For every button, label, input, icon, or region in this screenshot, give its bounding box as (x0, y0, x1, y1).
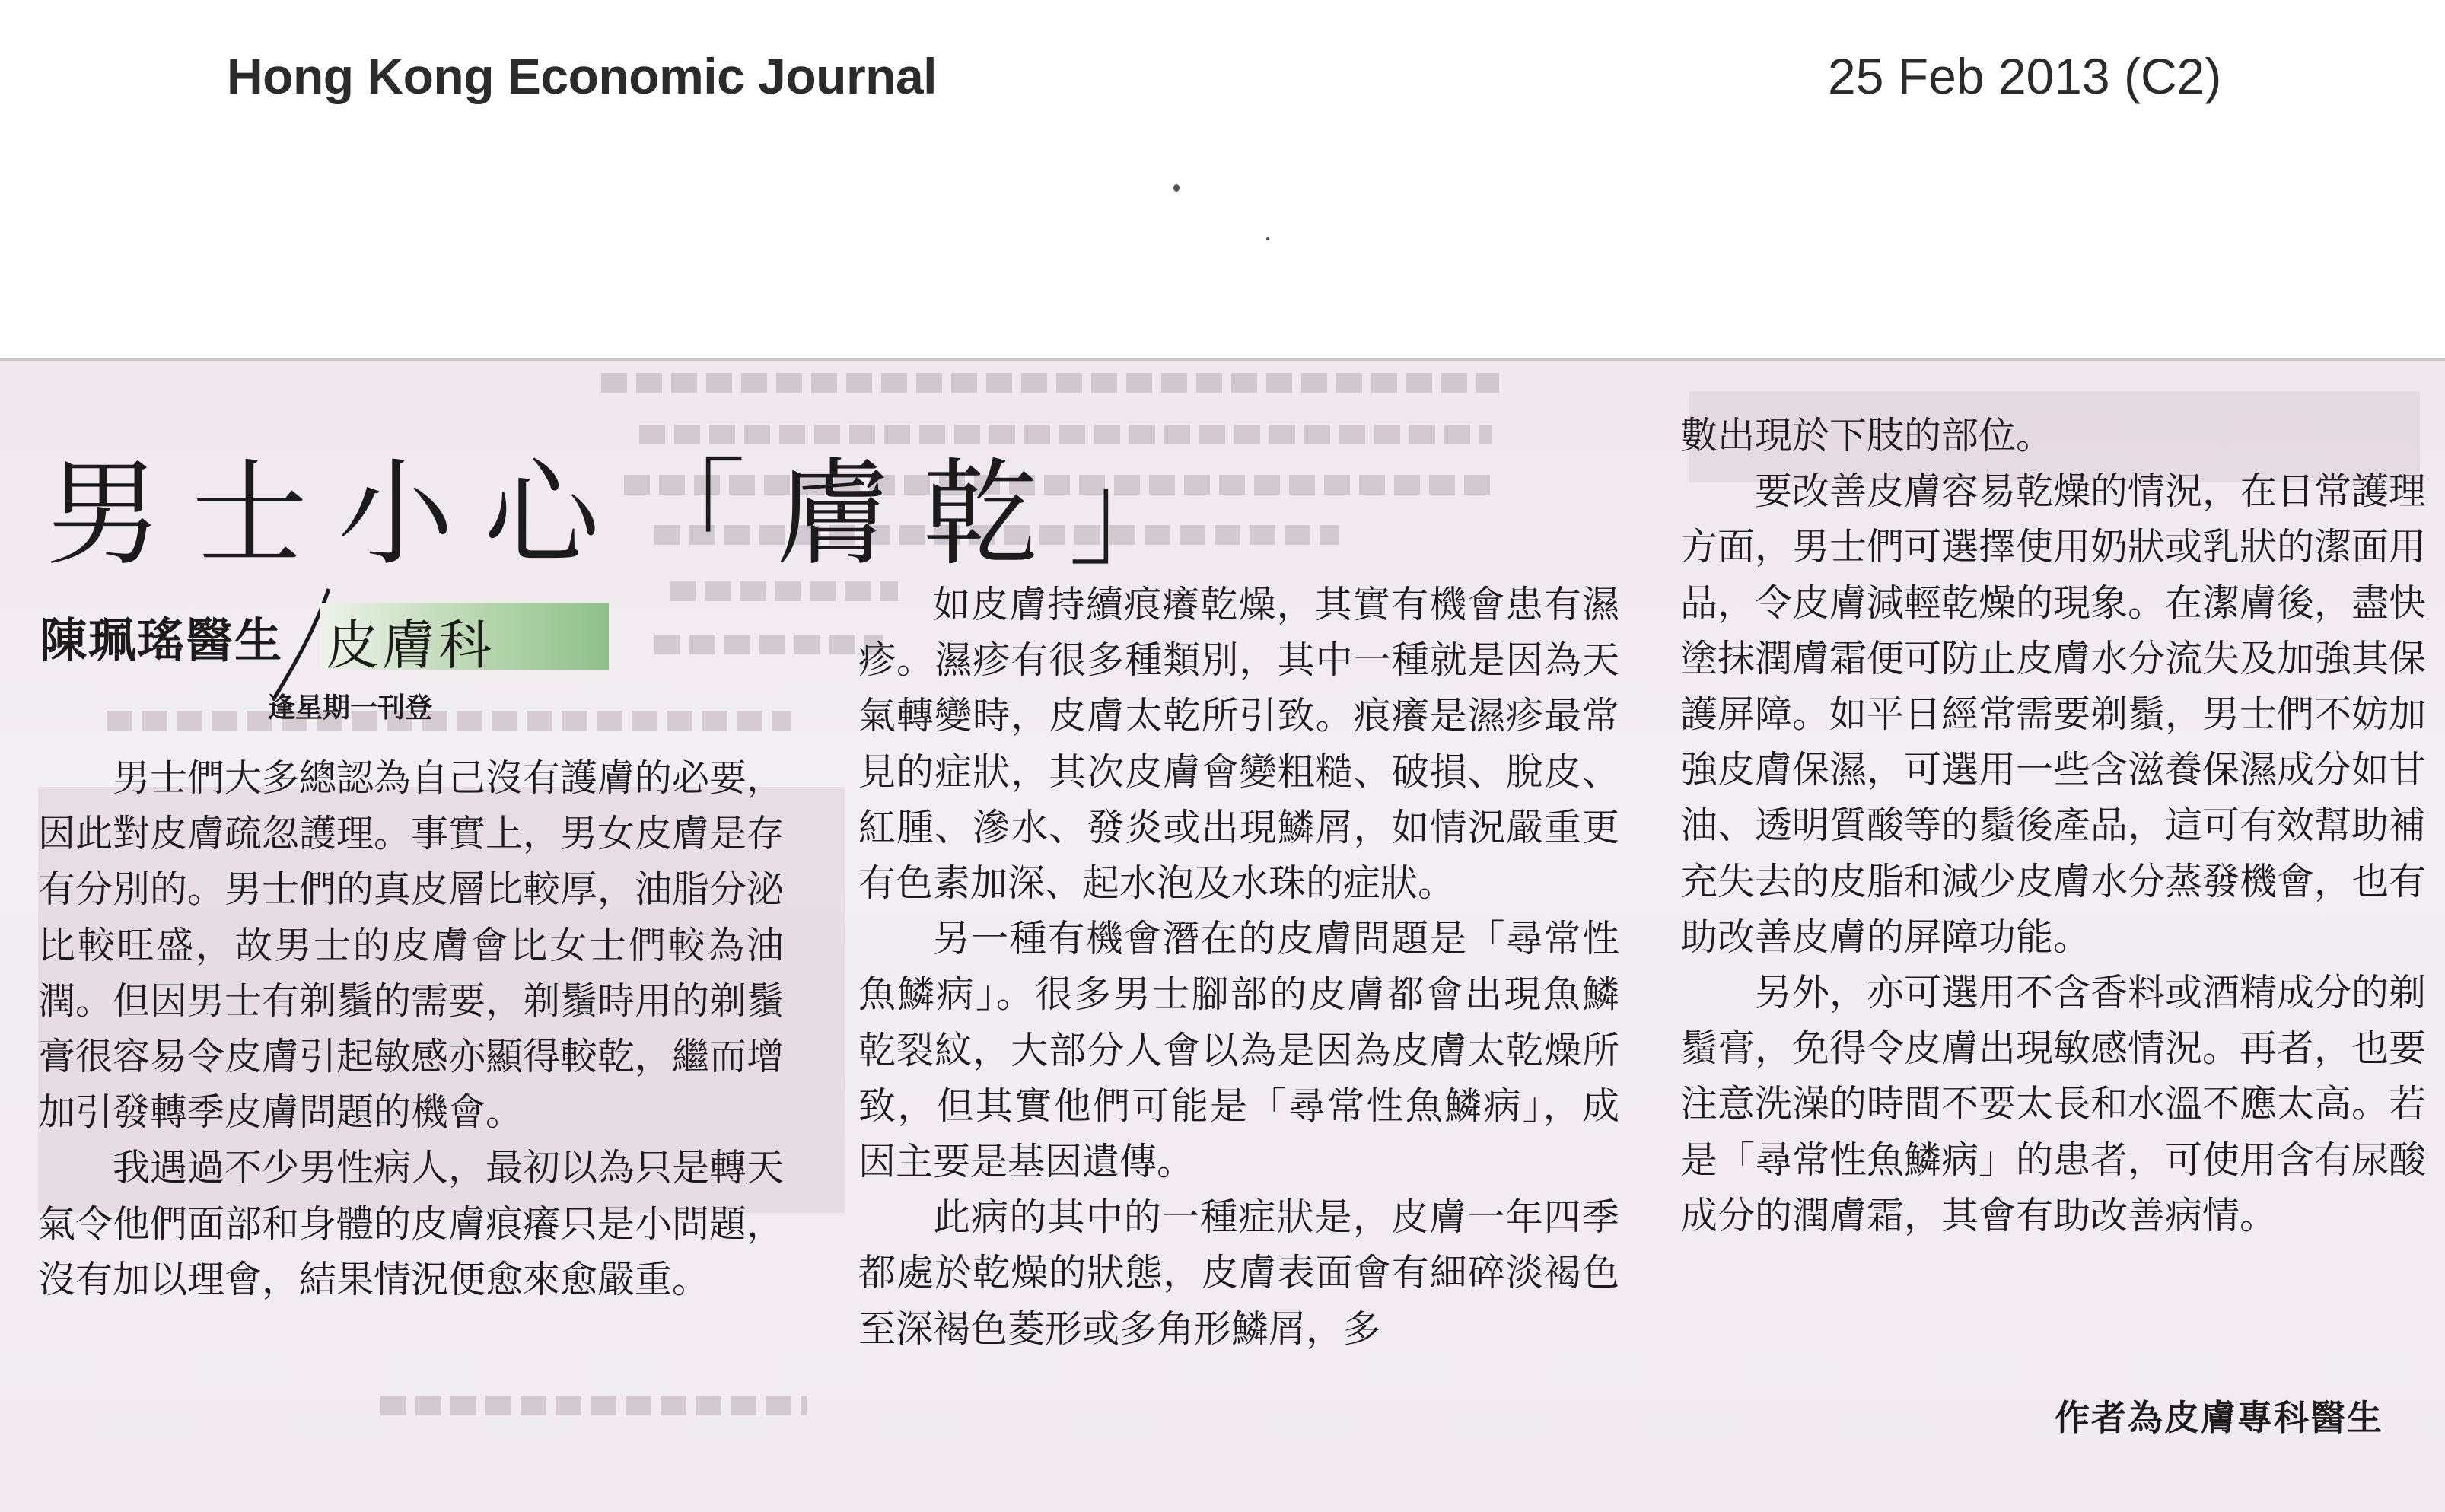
headline: 男士小心「膚乾」 (46, 447, 1215, 581)
newspaper-clipping (0, 358, 2445, 1512)
article-paragraph: 另一種有機會潛在的皮膚問題是「尋常性魚鱗病」。很多男士腳部的皮膚都會出現魚鱗乾裂紋，大部分人會以為是因為皮膚太乾燥所致，但其實他們可能是「尋常性魚鱗病」，成因主要是基因遺傳。 (858, 917, 1619, 1184)
bleed-through-text (654, 635, 883, 654)
scan-speck (1173, 184, 1180, 192)
article-paragraph: 另外，亦可選用不含香料或酒精成分的剃鬚膏，免得令皮膚出現敏感情況。再者，也要注意洗澡的時間不要太長和水溫不應太高。若是「尋常性魚鱗病」的患者，可使用含有尿酸成分的潤膚霜，其會有助改善病情。 (1680, 971, 2427, 1237)
publication-schedule: 逢星期一刊登 (268, 692, 433, 724)
bleed-through-text (107, 711, 791, 731)
author-byline: 作者為皮膚專科醫生 (2055, 1397, 2383, 1438)
article-paragraph: 我遇過不少男性病人，最初以為只是轉天氣令他們面部和身體的皮膚痕癢只是小問題，沒有加以理會，結果情況便愈來愈嚴重。 (38, 1146, 785, 1301)
article-column-1 (38, 750, 784, 1307)
article-paragraph: 數出現於下肢的部位。 (1680, 414, 2054, 457)
scan-speck (1266, 237, 1269, 240)
article-paragraph: 如皮膚持續痕癢乾燥，其實有機會患有濕疹。濕疹有很多種類別，其中一種就是因為天氣轉變時，皮膚太乾所引致。痕癢是濕疹最常見的症狀，其次皮膚會變粗糙、破損、脫皮、紅腫、滲水、發炎或出現鱗屑，如情況嚴重更有色素加深、起水泡及水珠的症狀。 (858, 583, 1619, 906)
publication-date: 25 Feb 2013 (C2) (1828, 48, 2222, 104)
article-paragraph: 此病的其中的一種症狀是，皮膚一年四季都處於乾燥的狀態，皮膚表面會有細碎淡褐色至深褐色菱形或多角形鱗屑，多 (858, 1195, 1619, 1351)
bleed-through-text (601, 373, 1499, 393)
author-name: 陳珮瑤醫生 (40, 613, 284, 668)
article-paragraph: 要改善皮膚容易乾燥的情況，在日常護理方面，男士們可選擇使用奶狀或乳狀的潔面用品，令皮膚減輕乾燥的現象。在潔膚後，盡快塗抹潤膚霜便可防止皮膚水分流失及加強其保護屏障。如平日經常需要剃鬚，男士們不妨加強皮膚保濕，可選用一些含滋養保濕成分如甘油、透明質酸等的鬚後產品，這可有效幫助補充失去的皮脂和減少皮膚水分蒸發機會，也有助改善皮膚的屏障功能。 (1680, 470, 2427, 959)
article-column-2 (858, 577, 1619, 1357)
article-paragraph: 男士們大多總認為自己沒有護膚的必要，因此對皮膚疏忽護理。事實上，男女皮膚是存有分別的。男士們的真皮層比較厚，油脂分泌比較旺盛，故男士的皮膚會比女士們較為油潤。但因男士有剃鬚的需要，剃鬚時用的剃鬚膏很容易令皮膚引起敏感亦顯得較乾，繼而增加引發轉季皮膚問題的機會。 (38, 756, 785, 1135)
publication-name: Hong Kong Economic Journal (227, 48, 938, 104)
bleed-through-text (380, 1396, 807, 1415)
department-label: 皮膚科 (326, 614, 495, 676)
article-column-3 (1680, 408, 2426, 1243)
